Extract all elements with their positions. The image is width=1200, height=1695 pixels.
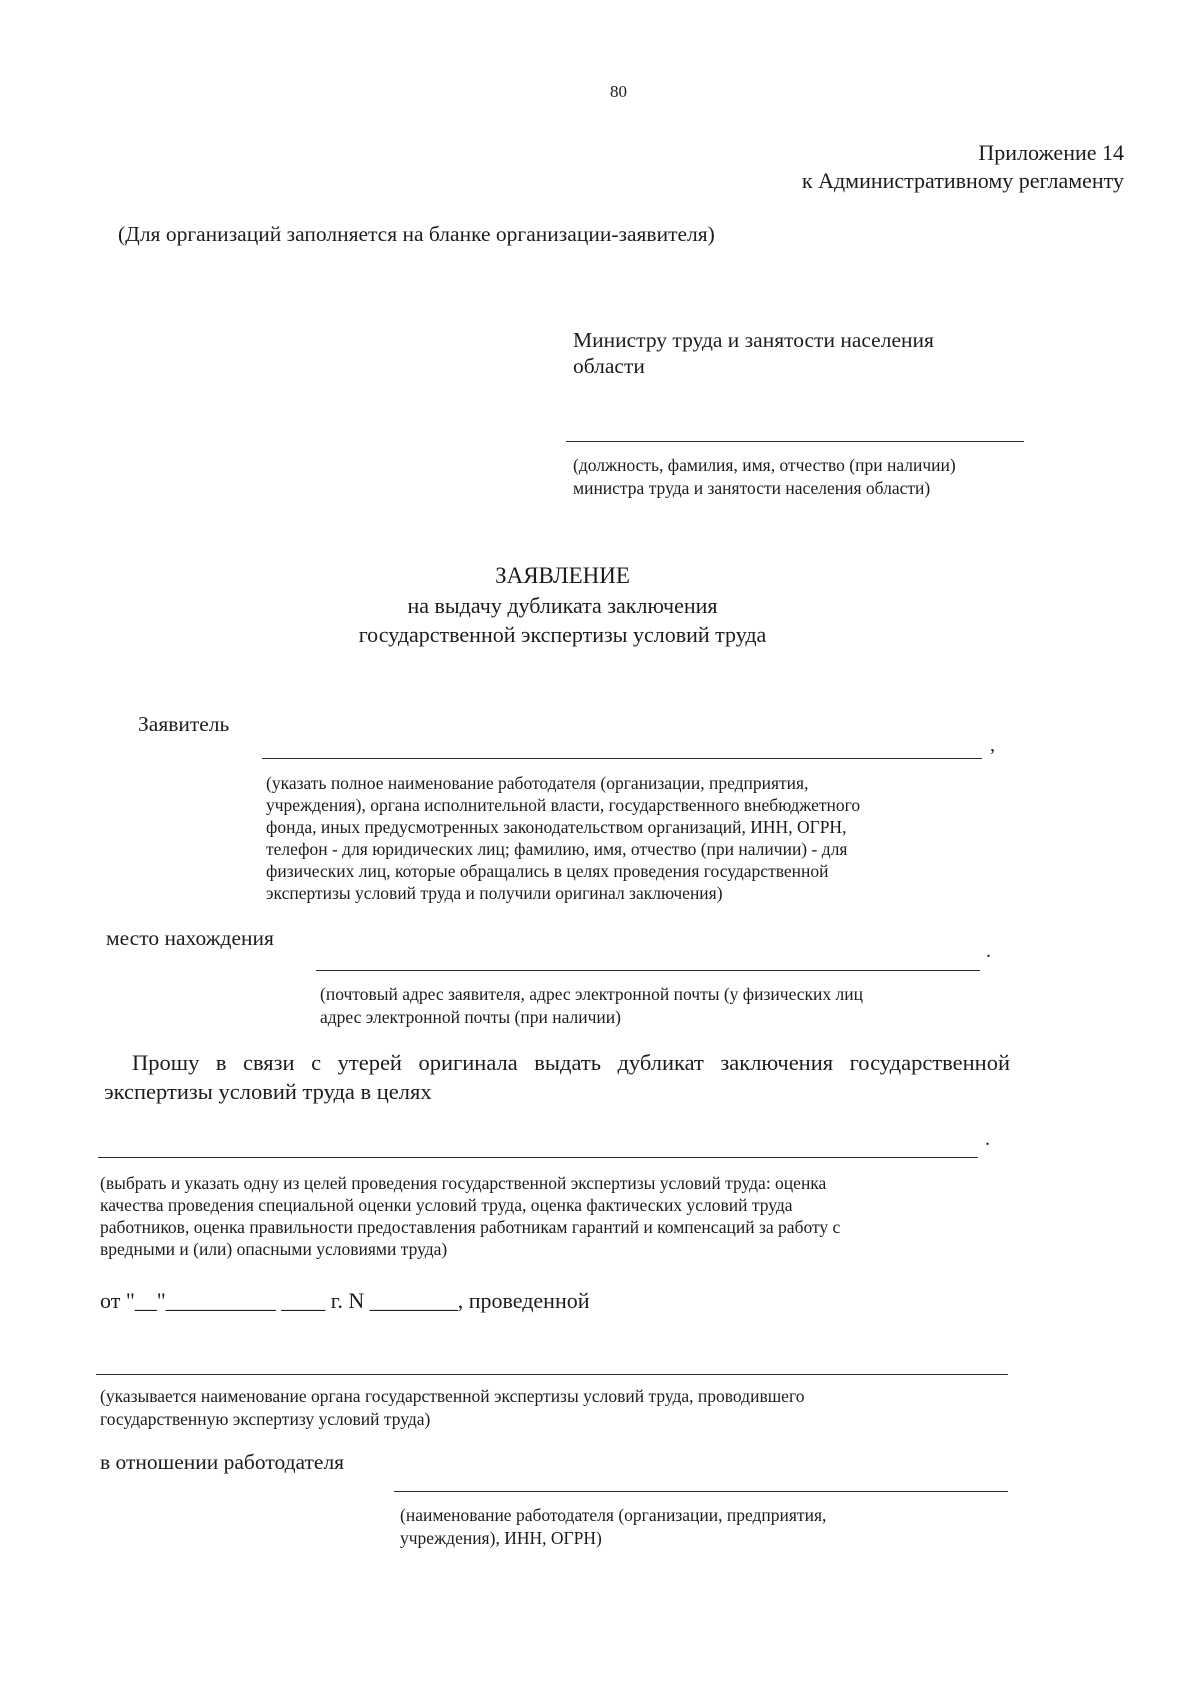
request-hint-line: (выбрать и указать одну из целей проведения государственной экспертизы условий труда: оценка (100, 1173, 827, 1193)
applicant-hint (266, 772, 966, 904)
appendix-line-1: Приложение 14 (978, 140, 1124, 165)
appendix-line-2: к Административному регламенту (801, 168, 1124, 193)
applicant-hint-line: учреждения), органа исполнительной власти, государственного внебюджетного (266, 795, 861, 815)
request-end-mark: . (985, 1128, 990, 1150)
employer-hint-line-2: учреждения), ИНН, ОГРН) (400, 1528, 602, 1548)
organ-hint-line-2: государственную экспертизу условий труда) (100, 1409, 431, 1429)
applicant-fill-line (262, 758, 982, 759)
employer-fill-line (394, 1491, 1008, 1492)
applicant-hint-line: фонда, иных предусмотренных законодательством организаций, ИНН, ОГРН, (266, 817, 847, 837)
applicant-end-mark: , (990, 734, 995, 756)
location-hint-line-1: (почтовый адрес заявителя, адрес электронной почты (у физических лиц (320, 984, 864, 1004)
location-end-mark: . (986, 940, 991, 962)
organ-hint-line-1: (указывается наименование органа государственной экспертизы условий труда, проводившего (100, 1386, 805, 1406)
addressee-fill-line (566, 441, 1024, 442)
employer-hint-line-1: (наименование работодателя (организации, предприятия, (400, 1505, 827, 1525)
organ-fill-line (96, 1374, 1008, 1375)
applicant-hint-line: телефон - для юридических лиц; фамилию, имя, отчество (при наличии) - для (266, 839, 848, 859)
document-title: ЗАЯВЛЕНИЕ (495, 563, 630, 588)
location-label: место нахождения (106, 926, 274, 950)
request-hint-line: вредными и (или) опасными условиями труда) (100, 1239, 448, 1259)
request-line-2: экспертизы условий труда в целях (104, 1079, 432, 1104)
form-note: (Для организаций заполняется на бланке организации-заявителя) (118, 222, 715, 246)
request-fill-line (98, 1157, 978, 1158)
request-line-1: Прошу в связи с утерей оригинала выдать дубликат заключения государственной (132, 1050, 1010, 1075)
document-subtitle-1: на выдачу дубликата заключения (407, 593, 718, 618)
applicant-hint-line: экспертизы условий труда и получили оригинал заключения) (266, 883, 723, 903)
request-hint-line: качества проведения специальной оценки условий труда, оценка фактических условий труда (100, 1195, 793, 1215)
employer-label: в отношении работодателя (100, 1450, 345, 1474)
addressee-line-2: области (573, 354, 645, 378)
applicant-hint-line: (указать полное наименование работодателя (организации, предприятия, (266, 773, 809, 793)
location-fill-line (316, 970, 980, 971)
applicant-hint-line: физических лиц, которые обращались в целях проведения государственной (266, 861, 829, 881)
location-hint-line-2: адрес электронной почты (при наличии) (320, 1007, 621, 1027)
request-hint (100, 1172, 1000, 1260)
document-subtitle-2: государственной экспертизы условий труда (358, 622, 767, 647)
addressee-hint-line-2: министра труда и занятости населения области) (573, 478, 931, 498)
request-hint-line: работников, оценка правильности предоставления работникам гарантий и компенсаций за работу с (100, 1217, 841, 1237)
date-line: от "__"__________ ____ г. N ________, проведенной (100, 1288, 590, 1313)
addressee-hint-line-1: (должность, фамилия, имя, отчество (при наличии) (573, 455, 956, 475)
page-number: 80 (610, 82, 627, 101)
addressee-line-1: Министру труда и занятости населения (573, 328, 934, 352)
applicant-label: Заявитель (138, 712, 230, 736)
